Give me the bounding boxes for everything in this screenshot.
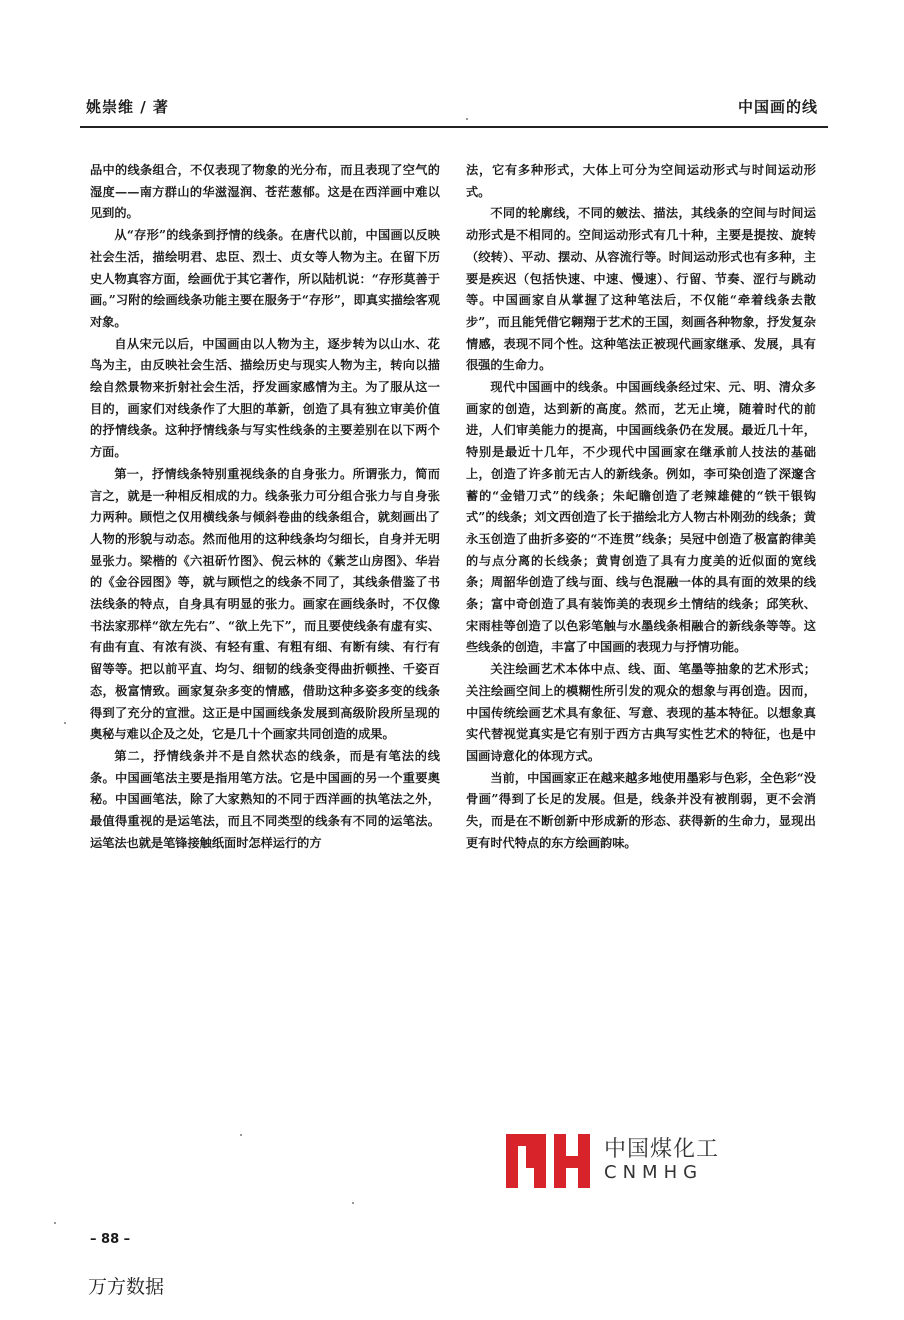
scan-speck [64, 722, 66, 724]
paragraph: 第一，抒情线条特别重视线条的自身张力。所谓张力，简而言之，就是一种相反相成的力。线条张力可分组合张力与自身张力两种。顾恺之仅用横线条与倾斜卷曲的线条组合，就刻画出了人物的形貌与动态。然而他用的这种线条均匀细长，自身并无明显张力。梁楷的《六祖斫竹图》、倪云林的《紫芝山房图》、华岩的《金谷园图》等，就与顾恺之的线条不同了，其线条借鉴了书法线条的特点，自身具有明显的张力。画家在画线条时，不仅像书法家那样“欲左先右”、“欲上先下”，而且要使线条有虚有实、有曲有直、有浓有淡、有轻有重、有粗有细、有断有续、有行有留等等。把以前平直、均匀、细韧的线条变得曲折顿挫、千姿百态，极富情致。画家复杂多变的情感，借助这种多姿多变的线条得到了充分的宣泄。这正是中国画线条发展到高级阶段所呈现的奥秘与难以企及之处，它是几十个画家共同创造的成果。 [90, 466, 440, 742]
scan-speck [240, 1134, 242, 1136]
scan-speck [54, 1222, 56, 1224]
scan-speck [466, 118, 468, 120]
header-divider [80, 126, 828, 128]
right-text-column [466, 160, 816, 855]
logo-english-name: CNMHG [604, 1162, 704, 1183]
running-title: 中国画的线 [737, 98, 818, 116]
paragraph: 当前，中国画家正在越来越多地使用墨彩与色彩，全色彩“没骨画”得到了长足的发展。但是，线条并没有被削弱，更不会消失，而是在不断创新中形成新的形态、获得新的生命力，显现出更有时代特点的东方绘画韵味。 [466, 770, 816, 850]
author-credit: 姚崇维 / 著 [86, 98, 169, 116]
paragraph: 品中的线条组合，不仅表现了物象的光分布，而且表现了空气的湿度——南方群山的华滋湿润、苍茫葱郁。这是在西洋画中难以见到的。 [90, 163, 440, 221]
left-text-column [90, 160, 440, 855]
scan-speck [352, 1202, 354, 1204]
paragraph: 法，它有多种形式，大体上可分为空间运动形式与时间运动形式。 [466, 163, 816, 199]
logo-chinese-name: 中国煤化工 [604, 1137, 720, 1162]
paragraph: 第二，抒情线条并不是自然状态的线条，而是有笔法的线条。中国画笔法主要是指用笔方法。它是中国画的另一个重要奥秘。中国画笔法，除了大家熟知的不同于西洋画的执笔法之外，最值得重视的是运笔法，而且不同类型的线条有不同的运笔法。运笔法也就是笔锋接触纸面时怎样运行的方 [90, 748, 440, 850]
paragraph: 从“存形”的线条到抒情的线条。在唐代以前，中国画以反映社会生活，描绘明君、忠臣、烈士、贞女等人物为主。在留下历史人物真容方面，绘画优于其它著作，所以陆机说：“存形莫善于画。”习附的绘画线条功能主要在服务于“存形”，即真实描绘客观对象。 [90, 228, 440, 329]
paragraph: 现代中国画中的线条。中国画线条经过宋、元、明、清众多画家的创造，达到新的高度。然而，艺无止境，随着时代的前进，人们审美能力的提高，中国画线条仍在发展。最近几十年，特别是最近十几年，不少现代中国画家在继承前人技法的基础上，创造了许多前无古人的新线条。例如，李可染创造了深邃含蓄的“金错刀式”的线条；朱屺瞻创造了老辣雄健的“铁干银钩式”的线条；刘文西创造了长于描绘北方人物古朴刚劲的线条；黄永玉创造了曲折多姿的“不连贯”线条；吴冠中创造了极富韵律美的与点分离的长线条；黄胄创造了具有力度美的近似面的宽线条；周韶华创造了线与面、线与色混融一体的具有面的效果的线条；富中奇创造了具有装饰美的表现乡土情结的线条；邱笑秋、宋雨桂等创造了以色彩笔触与水墨线条相融合的新线条等等。这些线条的创造，丰富了中国画的表现力与抒情功能。 [466, 380, 816, 655]
paragraph: 不同的轮廓线，不同的皴法、描法，其线条的空间与时间运动形式是不相同的。空间运动形式有几十种，主要是提按、旋转（绞转）、平动、摆动、从容流行等。时间运动形式也有多种，主要是疾迟（包括快速、中速、慢速）、行留、节奏、涩行与跳动等。中国画家自从掌握了这种笔法后，不仅能“牵着线条去散步”，而且能凭借它翱翔于艺术的王国，刻画各种物象，抒发复杂情感，表现不同个性。这种笔法正被现代画家继承、发展，具有很强的生命力。 [466, 206, 816, 373]
cnmhg-logo-icon [504, 1128, 592, 1190]
paragraph: 关注绘画艺术本体中点、线、面、笔墨等抽象的艺术形式；关注绘画空间上的模糊性所引发的观众的想象与再创造。因而，中国传统绘画艺术具有象征、写意、表现的基本特征。以想象真实代替视觉真实是它有别于西方古典写实性艺术的特征，也是中国画诗意化的体现方式。 [466, 662, 816, 763]
paragraph: 自从宋元以后，中国画由以人物为主，逐步转为以山水、花鸟为主，由反映社会生活、描绘历史与现实人物为主，转向以描绘自然景物来折射社会生活，抒发画家感情为主。为了服从这一目的，画家们对线条作了大胆的革新，创造了具有独立审美价值的抒情线条。这种抒情线条与写实性线条的主要差别在以下两个方面。 [90, 336, 440, 460]
source-watermark: 万方数据 [88, 1276, 165, 1298]
page-number: – 88 – [90, 1232, 131, 1247]
watermark-logo [504, 1128, 724, 1190]
